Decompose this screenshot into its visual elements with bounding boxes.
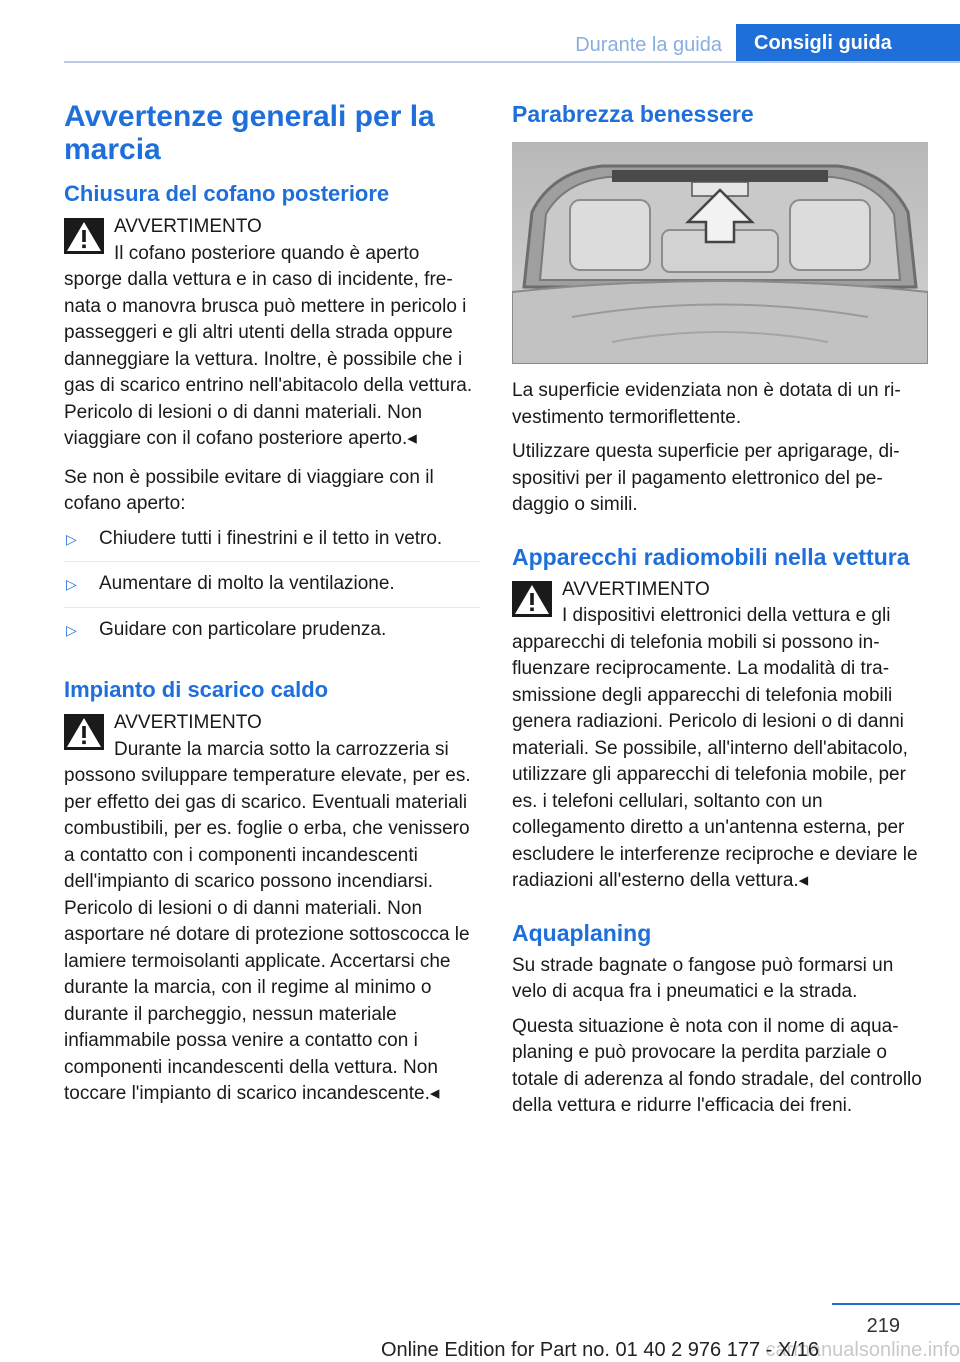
warning-triangle-icon bbox=[64, 218, 104, 254]
watermark: carmanualsonline.info bbox=[765, 1339, 960, 1361]
section-heading-windshield: Parabrezza benessere bbox=[512, 101, 754, 127]
list-item-text: Chiudere tutti i finestrini e il tetto in vetro. bbox=[99, 527, 443, 549]
paragraph-aquaplaning-2: Questa situazione è nota con il nome di aquaplaning e può provocare la perdita parziale o totale di aderenza al fondo stradale, del controllo della vettura e ridurre l'efficacia dei freni. bbox=[512, 1015, 922, 1116]
warning-text: apparecchi di telefonia mobili si possono influenzare reciprocamente. La modalità di trasmissione degli apparecchi di telefonia mobili genera radiazioni. Pericolo di lesioni o di danni materiali. Se possibile, all'interno dell'abitacolo, utilizzare gli apparecchi di telefonia mobile, per es. i telefoni cellulari, soltanto con un collegamento diretto a un'antenna esterna, per escludere le interferenze reciproche e deviare le radiazioni all'esterno della vettura.◂ bbox=[512, 631, 918, 891]
warning-text: sporge dalla vettura e in caso di incidente, frenata o manovra brusca può mettere in pericolo i passeggeri e gli altri utenti della strada oppure danneggiare la vettura. Inoltre, è possibile che i gas di scarico entrino nell'abitacolo della vettura. Pericolo di lesioni o di danni materiali. Non viaggiare con il cofano posteriore aperto.◂ bbox=[64, 269, 473, 449]
list-item-text: Guidare con particolare prudenza. bbox=[99, 618, 387, 640]
list-item bbox=[64, 571, 480, 608]
list-item bbox=[64, 617, 480, 653]
warning-triangle-icon bbox=[512, 581, 552, 617]
left-column bbox=[64, 100, 480, 1120]
page-title: Avvertenze generali per la marcia bbox=[64, 100, 435, 166]
bullet-list bbox=[64, 526, 480, 653]
warning-block-exhaust bbox=[64, 710, 480, 1108]
warning-block-mobile-phones bbox=[512, 577, 928, 895]
warning-first-line: I dispositivi elettronici della vettura e gli bbox=[562, 605, 891, 626]
warning-title: AVVERTIMENTO bbox=[562, 578, 710, 600]
list-item-text: Aumentare di molto la ventilazione. bbox=[99, 573, 395, 594]
triangle-bullet-icon: ▷ bbox=[66, 576, 77, 592]
list-item bbox=[64, 526, 480, 563]
warning-title: AVVERTIMENTO bbox=[114, 216, 262, 237]
warning-title: AVVERTIMENTO bbox=[114, 712, 262, 733]
paragraph-intro: Se non è possibile evitare di viaggiare con il cofano aperto: bbox=[64, 466, 434, 514]
header-section-label: Durante la guida bbox=[575, 34, 722, 56]
warning-triangle-icon bbox=[64, 714, 104, 750]
warning-first-line: Durante la marcia sotto la carrozzeria si bbox=[114, 738, 449, 760]
paragraph-windshield-1: La superficie evidenziata non è dotata di un rivestimento termoriflettente. bbox=[512, 380, 901, 428]
paragraph-aquaplaning-1: Su strade bagnate o fangose può formarsi un velo di acqua fra i pneumatici e la strada. bbox=[512, 954, 894, 1002]
section-heading-mobile-phones: Apparecchi radiomobili nella vettura bbox=[512, 543, 910, 570]
footer-divider bbox=[832, 1303, 960, 1305]
triangle-bullet-icon: ▷ bbox=[66, 621, 77, 638]
right-column bbox=[512, 100, 928, 1128]
windshield-figure bbox=[512, 142, 928, 364]
warning-block-rear-hood bbox=[64, 214, 480, 453]
section-heading-aquaplaning: Aquaplaning bbox=[512, 919, 652, 946]
edition-info: Online Edition for Part no. 01 40 2 976 177 - X/16 bbox=[380, 1339, 820, 1361]
page-number: 219 bbox=[866, 1315, 900, 1337]
triangle-bullet-icon: ▷ bbox=[66, 530, 77, 547]
section-heading-rear-hood: Chiusura del cofano posteriore bbox=[64, 181, 390, 206]
warning-first-line: Il cofano posteriore quando è aperto bbox=[114, 242, 420, 264]
section-heading-exhaust: Impianto di scarico caldo bbox=[64, 677, 329, 702]
paragraph-windshield-2: Utilizzare questa superficie per aprigarage, dispositivi per il pagamento elettronico del pedaggio o simili. bbox=[512, 441, 900, 515]
header-divider bbox=[64, 61, 960, 63]
warning-text: possono sviluppare temperature elevate, per es. per effetto dei gas di scarico. Eventuali materiali combustibili, per es. foglie o erba, che venissero a contatto con i componenti incandescenti dell'impianto di scarico possono incendiarsi. Pericolo di lesioni o di danni materiali. Non asportare né dotare di protezione sottoscocca le lamiere termoisolanti applicate. Accertarsi che durante la marcia, con il regime al minimo o durante il parcheggio, nessun materiale infiammabile possa venire a contatto con i componenti incandescenti della vettura. Non toccare l'impianto di scarico incandescente.◂ bbox=[64, 765, 471, 1104]
header-chapter-tab: Consigli guida bbox=[736, 24, 960, 63]
